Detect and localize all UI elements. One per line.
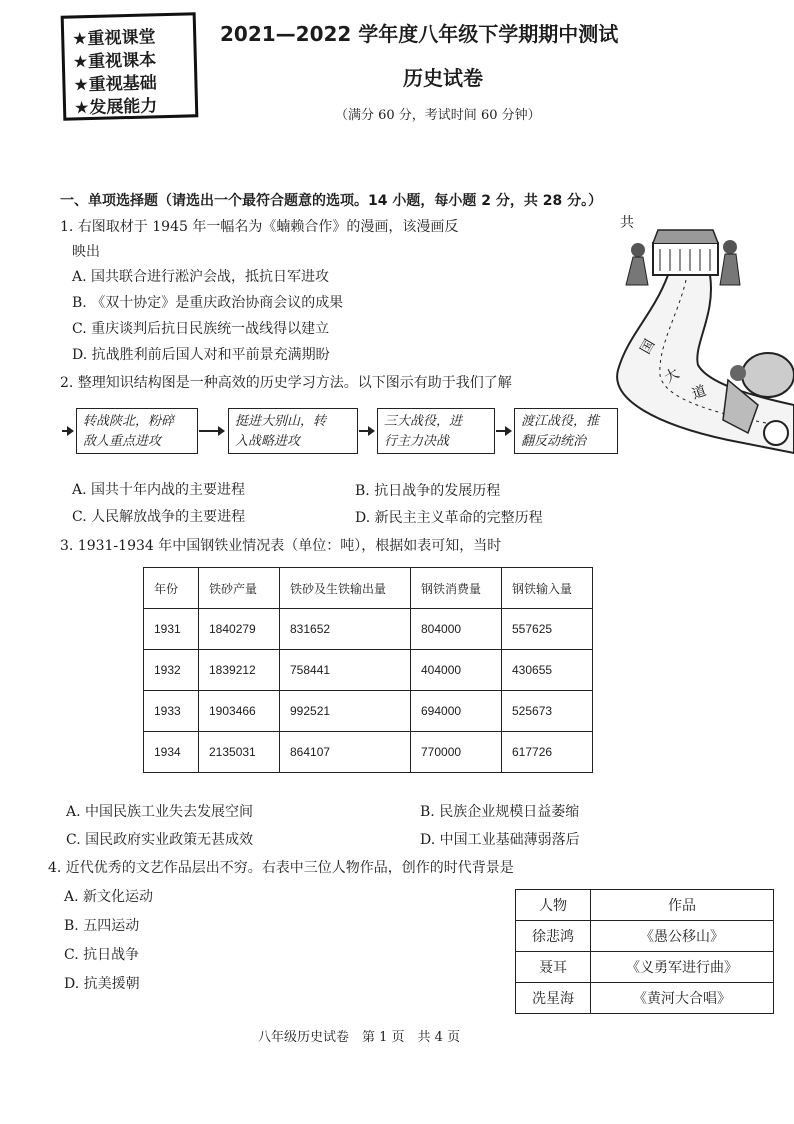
q1-stem-cont: 映出 (72, 244, 100, 260)
table-header-cell: 作品 (591, 890, 774, 921)
table-cell: 758441 (280, 650, 411, 691)
table-row (516, 983, 774, 1014)
q3-option-a: A. 中国民族工业失去发展空间 (66, 804, 254, 820)
table-cell: 1931 (144, 609, 199, 650)
table-row (144, 691, 593, 732)
flow-step (377, 408, 495, 454)
table-row (144, 609, 593, 650)
table-cell: 徐悲鸿 (516, 921, 591, 952)
exam-title: 2021—2022 学年度八年级下学期期中测试 (220, 22, 619, 46)
q4-option-d: D. 抗美援朝 (64, 976, 140, 992)
table-cell: 430655 (502, 650, 593, 691)
flow-step-line: 转战陕北，粉碎 (83, 414, 175, 429)
table-cell: 557625 (502, 609, 593, 650)
table-header-row (144, 568, 593, 609)
flow-arrow (496, 430, 510, 432)
table-row (144, 732, 593, 773)
page-footer: 八年级历史试卷 第 1 页 共 4 页 (258, 1030, 461, 1045)
q3-option-d: D. 中国工业基础薄弱落后 (420, 832, 580, 848)
q1-option-b: B. 《双十协定》是重庆政治协商会议的成果 (72, 295, 344, 311)
cartoon-label: 共 (620, 215, 634, 231)
flow-arrow (199, 430, 223, 432)
cartoon-label: 大 (662, 365, 683, 387)
q4-option-b: B. 五四运动 (64, 918, 140, 934)
q2-option-a: A. 国共十年内战的主要进程 (72, 482, 246, 498)
flow-step-line: 三大战役，进 (384, 414, 463, 429)
q2-option-d: D. 新民主主义革命的完整历程 (355, 510, 543, 526)
table-cell: 831652 (280, 609, 411, 650)
table-header-cell: 铁砂及生铁输出量 (280, 568, 411, 609)
table-cell: 2135031 (199, 732, 280, 773)
table-cell: 《愚公移山》 (591, 921, 774, 952)
flow-step-line: 行主力决战 (384, 434, 450, 449)
q2-stem: 2. 整理知识结构图是一种高效的历史学习方法。以下图示有助于我们了解 (60, 375, 512, 391)
q2-option-b: B. 抗日战争的发展历程 (355, 483, 501, 499)
flow-step-line: 挺进大别山，转 (235, 414, 327, 429)
table-cell: 992521 (280, 691, 411, 732)
table-header-cell: 人物 (516, 890, 591, 921)
motto-line: ★重视基础 (73, 73, 157, 96)
flow-step-line: 入战略进攻 (235, 434, 301, 449)
q3-stem: 3. 1931-1934 年中国钢铁业情况表（单位：吨），根据如表可知，当时 (60, 538, 502, 554)
table-header-cell: 年份 (144, 568, 199, 609)
motto-line: ★重视课本 (72, 50, 157, 73)
q3-option-c: C. 国民政府实业政策无甚成效 (66, 832, 254, 848)
section-heading: 一、单项选择题（请选出一个最符合题意的选项。14 小题，每小题 2 分，共 28 分。） (60, 193, 603, 209)
table-header-cell: 钢铁消费量 (411, 568, 502, 609)
flow-step (76, 408, 198, 454)
table-cell: 《黄河大合唱》 (591, 983, 774, 1014)
table-cell: 525673 (502, 691, 593, 732)
q3-option-b: B. 民族企业规模日益萎缩 (420, 804, 580, 820)
table-cell: 聂耳 (516, 952, 591, 983)
flow-step-line: 敌人重点进攻 (83, 434, 162, 449)
motto-stamp (61, 12, 199, 120)
table-row (144, 650, 593, 691)
table-header-cell: 钢铁输入量 (502, 568, 593, 609)
table-cell: 617726 (502, 732, 593, 773)
table-cell: 冼星海 (516, 983, 591, 1014)
table-cell: 1933 (144, 691, 199, 732)
table-row (516, 952, 774, 983)
flow-step (228, 408, 358, 454)
q4-option-a: A. 新文化运动 (64, 889, 154, 905)
table-cell: 404000 (411, 650, 502, 691)
q1-option-a: A. 国共联合进行淞沪会战，抵抗日军进攻 (72, 269, 330, 285)
cartoon-label: 道 (689, 382, 709, 403)
motto-line: ★重视课堂 (72, 27, 156, 50)
table-cell: 804000 (411, 609, 502, 650)
table-cell: 1840279 (199, 609, 280, 650)
table-row (516, 921, 774, 952)
exam-subject: 历史试卷 (403, 66, 483, 90)
table-header-cell: 铁砂产量 (199, 568, 280, 609)
table-cell: 864107 (280, 732, 411, 773)
table-cell: 770000 (411, 732, 502, 773)
q1-stem: 1. 右图取材于 1945 年一幅名为《蝻赖合作》的漫画，该漫画反 (60, 219, 459, 235)
table-cell: 1903466 (199, 691, 280, 732)
cartoon-label: 国 (637, 336, 659, 357)
table-cell: 《义勇军进行曲》 (591, 952, 774, 983)
q1-option-d: D. 抗战胜利前后国人对和平前景充满期盼 (72, 347, 330, 363)
table-cell: 1932 (144, 650, 199, 691)
flow-step-line: 翻反动统治 (521, 434, 587, 449)
exam-note: （满分 60 分，考试时间 60 分钟） (335, 108, 541, 123)
flow-arrow (62, 430, 72, 432)
q2-option-c: C. 人民解放战争的主要进程 (72, 509, 246, 525)
flow-step (514, 408, 618, 454)
cartoon-illustration (598, 205, 794, 460)
flow-arrow (359, 430, 373, 432)
steel-table (143, 567, 593, 773)
motto-line: ★发展能力 (73, 96, 158, 119)
table-cell: 694000 (411, 691, 502, 732)
q4-option-c: C. 抗日战争 (64, 947, 140, 963)
q1-option-c: C. 重庆谈判后抗日民族统一战线得以建立 (72, 321, 330, 337)
works-table (515, 889, 774, 1014)
table-cell: 1839212 (199, 650, 280, 691)
flow-step-line: 渡江战役，推 (521, 414, 600, 429)
q4-stem: 4. 近代优秀的文艺作品层出不穷。右表中三位人物作品，创作的时代背景是 (48, 860, 514, 876)
table-cell: 1934 (144, 732, 199, 773)
table-header-row (516, 890, 774, 921)
